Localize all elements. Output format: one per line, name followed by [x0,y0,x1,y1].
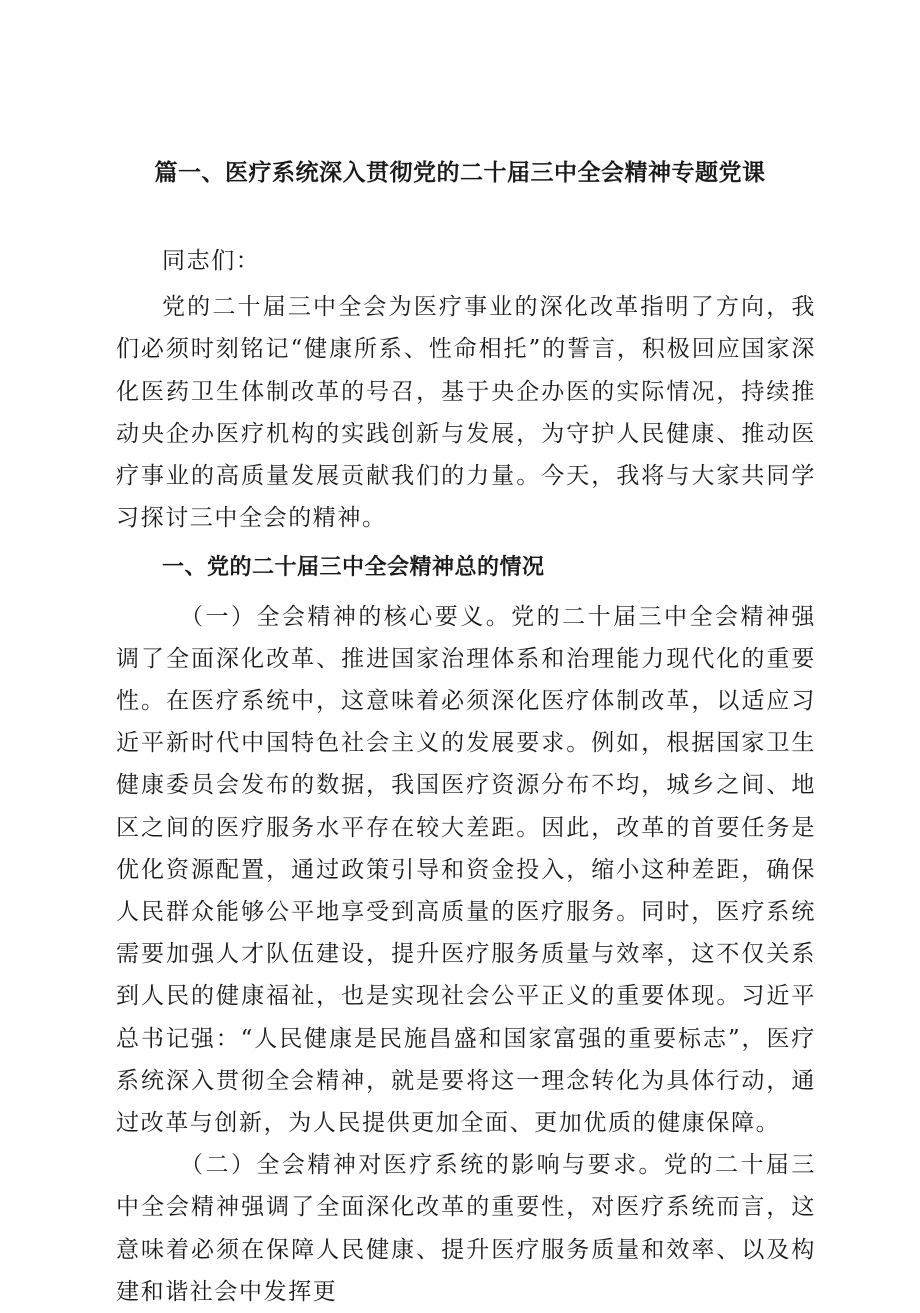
paragraph-core-meaning: （一）全会精神的核心要义。党的二十届三中全会精神强调了全面深化改革、推进国家治理体系和治理能力现代化的重要性。在医疗系统中，这意味着必须深化医疗体制改革，以适应习近平新时代中国特色社会主义的发展要求。例如，根据国家卫生健康委员会发布的数据，我国医疗资源分布不均，城乡之间、地区之间的医疗服务水平存在较大差距。因此，改革的首要任务是优化资源配置，通过政策引导和资金投入，缩小这种差距，确保人民群众能够公平地享受到高质量的医疗服务。同时，医疗系统需要加强人才队伍建设，提升医疗服务质量与效率，这不仅关系到人民的健康福祉，也是实现社会公平正义的重要体现。习近平总书记强：“人民健康是民施昌盛和国家富强的重要标志”，医疗系统深入贯彻全会精神，就是要将这一理念转化为具体行动，通过改革与创新，为人民提供更加全面、更加优质的健康保障。 [116,603,816,1137]
intro-paragraph: 党的二十届三中全会为医疗事业的深化改革指明了方向，我们必须时刻铭记“健康所系、性命相托”的誓言，积极回应国家深化医药卫生体制改革的号召，基于央企办医的实际情况，持续推动央企办医疗机构的实践创新与发展，为守护人民健康、推动医疗事业的高质量发展贡献我们的力量。今天，我将与大家共同学习探讨三中全会的精神。 [116,294,816,532]
salutation: 同志们： [162,248,261,274]
document-title: 篇一、医疗系统深入贯彻党的二十届三中全会精神专题党课 [154,160,766,186]
document-body [116,240,816,1313]
paragraph-impact-requirements: （二）全会精神对医疗系统的影响与要求。党的二十届三中全会精神强调了全面深化改革的重要性，对医疗系统而言，这意味着必须在保障人民健康、提升医疗服务质量和效率、以及构建和谐社会中发挥更 [116,1152,816,1305]
section-heading: 一、党的二十届三中全会精神总的情况 [162,555,545,581]
